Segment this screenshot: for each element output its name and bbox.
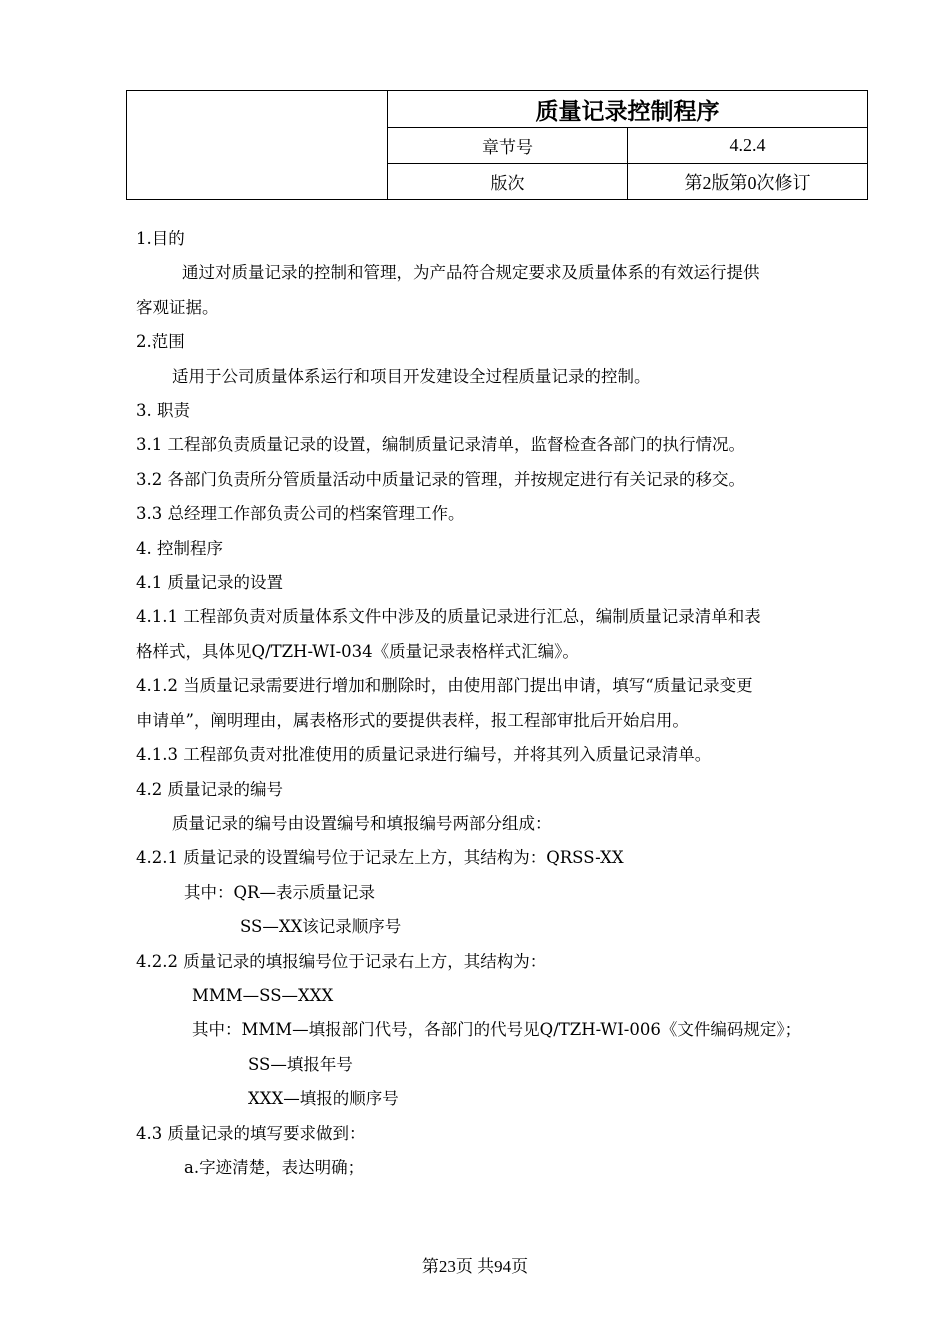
page-number: 第23页 共94页 <box>421 1257 529 1276</box>
header-logo-cell <box>127 91 388 200</box>
heading-purpose: 1.目的 <box>136 229 185 248</box>
heading-control-procedure: 4. 控制程序 <box>136 538 223 558</box>
subheading: 4.2 质量记录的编号 <box>136 779 283 799</box>
version-value: 第2版第0次修订 <box>628 164 868 200</box>
paragraph-line: a.字迹清楚，表达明确； <box>184 1157 365 1177</box>
paragraph-line: 质量记录的编号由设置编号和填报编号两部分组成： <box>172 813 552 833</box>
paragraph-line: 其中：MMM—填报部门代号，各部门的代号见Q/TZH-WI-006《文件编码规定》； <box>192 1020 802 1040</box>
document-title: 质量记录控制程序 <box>388 91 868 128</box>
version-label: 版次 <box>388 164 628 200</box>
section-number-label: 章节号 <box>388 128 628 164</box>
paragraph-line: 3.1 工程部负责质量记录的设置，编制质量记录清单，监督检查各部门的执行情况。 <box>136 435 745 455</box>
paragraph-line: 4.2.1 质量记录的设置编号位于记录左上方，其结构为：QRSS-XX <box>136 848 624 868</box>
paragraph-line: 申请单”，阐明理由，属表格形式的要提供表样，报工程部审批后开始启用。 <box>136 710 689 730</box>
document-body <box>136 222 866 1185</box>
paragraph-line: XXX—填报的顺序号 <box>248 1089 399 1109</box>
paragraph-line: SS—XX该记录顺序号 <box>240 917 402 937</box>
paragraph-line: 客观证据。 <box>136 297 219 317</box>
section-number-value: 4.2.4 <box>628 128 868 164</box>
paragraph-line: 通过对质量记录的控制和管理，为产品符合规定要求及质量体系的有效运行提供 <box>182 263 760 283</box>
subheading: 4.1 质量记录的设置 <box>136 573 283 593</box>
paragraph-line: 4.2.2 质量记录的填报编号位于记录右上方，其结构为： <box>136 951 547 971</box>
paragraph-line: SS—填报年号 <box>248 1054 353 1074</box>
document-header-table <box>126 90 868 200</box>
paragraph-line: 格样式，具体见Q/TZH-WI-034《质量记录表格样式汇编》。 <box>136 641 579 661</box>
paragraph-line: 3.3 总经理工作部负责公司的档案管理工作。 <box>136 504 465 524</box>
paragraph-line: MMM—SS—XXX <box>192 985 334 1005</box>
paragraph-line: 3.2 各部门负责所分管质量活动中质量记录的管理，并按规定进行有关记录的移交。 <box>136 469 745 489</box>
subheading: 4.3 质量记录的填写要求做到： <box>136 1123 366 1143</box>
heading-responsibilities: 3. 职责 <box>136 401 190 421</box>
paragraph-line: 适用于公司质量体系运行和项目开发建设全过程质量记录的控制。 <box>172 366 651 386</box>
paragraph-line: 其中：QR—表示质量记录 <box>184 882 375 902</box>
paragraph-line: 4.1.1 工程部负责对质量体系文件中涉及的质量记录进行汇总，编制质量记录清单和表 <box>136 607 761 627</box>
paragraph-line: 4.1.3 工程部负责对批准使用的质量记录进行编号，并将其列入质量记录清单。 <box>136 745 712 765</box>
paragraph-line: 4.1.2 当质量记录需要进行增加和删除时，由使用部门提出申请，填写“质量记录变更 <box>136 676 753 696</box>
heading-scope: 2.范围 <box>136 332 185 352</box>
